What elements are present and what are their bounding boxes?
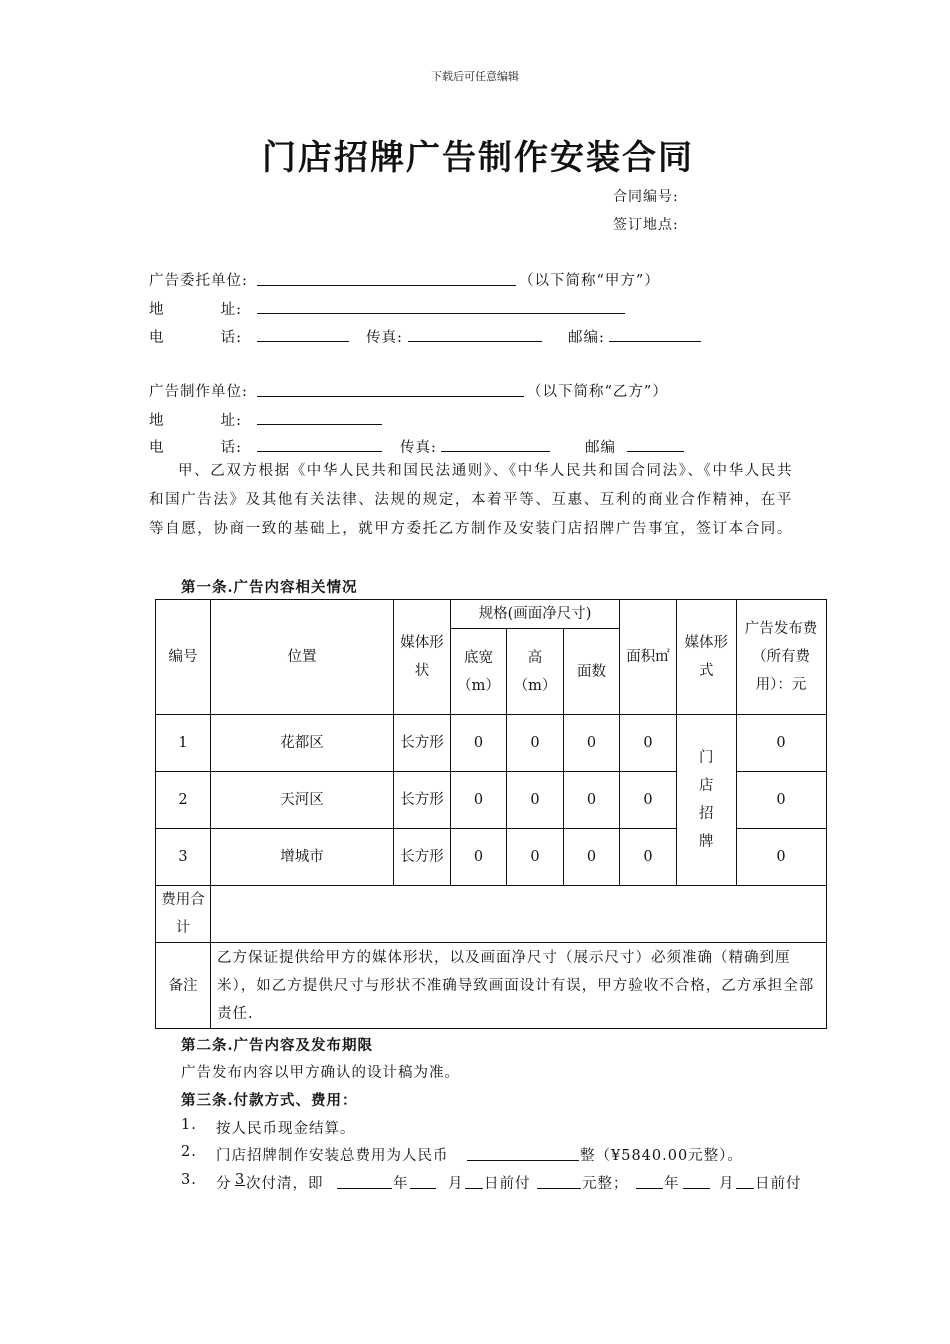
- pay1-month-field[interactable]: [410, 1188, 436, 1189]
- header-faces: 面数: [564, 629, 620, 715]
- party-a-address-field[interactable]: [257, 313, 625, 314]
- total-value[interactable]: [211, 886, 827, 943]
- party-a-unit-label: 广告委托单位:: [149, 273, 248, 289]
- pay1-amount-field[interactable]: [537, 1188, 581, 1189]
- party-b-address-field[interactable]: [257, 424, 382, 425]
- cell-height: 0: [507, 772, 564, 829]
- party-b-unit-suffix: （以下简称“乙方”）: [527, 384, 668, 400]
- party-b-fax-label: 传真:: [400, 440, 437, 456]
- item3-year1: 年: [393, 1176, 409, 1192]
- item3-day2: 日前付: [755, 1176, 802, 1192]
- party-a-fax-label: 传真:: [366, 330, 403, 346]
- header-no: 编号: [156, 600, 211, 715]
- cell-area: 0: [620, 829, 677, 886]
- pay2-month-field[interactable]: [683, 1188, 710, 1189]
- cell-shape: 长方形: [394, 829, 451, 886]
- item3-b: 次付清，即: [246, 1176, 324, 1192]
- cell-location: 花都区: [211, 715, 394, 772]
- header-height: 高（m）: [507, 629, 564, 715]
- remark-row: [156, 943, 827, 1029]
- contract-title: 门店招牌广告制作安装合同: [262, 138, 694, 178]
- article3-heading: 第三条.付款方式、费用：: [181, 1092, 358, 1109]
- header-area: 面积㎡: [620, 600, 677, 715]
- item3-day1: 日前付: [484, 1176, 531, 1192]
- party-a-unit-suffix: （以下简称“甲方”）: [519, 273, 660, 289]
- party-b-phone-field[interactable]: [257, 451, 382, 452]
- item2-post: 整（¥5840.00元整）。: [580, 1148, 743, 1164]
- intro-paragraph: [149, 457, 809, 544]
- item1-text: 按人民币现金结算。: [216, 1121, 356, 1137]
- cell-area: 0: [620, 772, 677, 829]
- party-a-phone-label: 电 话:: [149, 330, 242, 346]
- sign-place-label: 签订地点:: [613, 217, 679, 233]
- cell-width: 0: [451, 829, 507, 886]
- item3-month2: 月: [719, 1176, 735, 1192]
- item3-month1: 月: [448, 1176, 464, 1192]
- header-media-form: 媒体形式: [677, 600, 737, 715]
- party-a-postcode-label: 邮编:: [568, 330, 605, 346]
- party-a-fax-field[interactable]: [408, 341, 542, 342]
- cell-no: 3: [156, 829, 211, 886]
- pay1-day-field[interactable]: [465, 1188, 483, 1189]
- pay2-day-field[interactable]: [736, 1188, 754, 1189]
- party-a-postcode-field[interactable]: [609, 341, 701, 342]
- party-b-postcode-label: 邮编: [585, 440, 616, 456]
- item2-pre: 门店招牌制作安装总费用为人民币: [216, 1148, 449, 1164]
- cell-height: 0: [507, 829, 564, 886]
- party-b-address-label: 地 址:: [149, 413, 242, 429]
- cell-width: 0: [451, 772, 507, 829]
- cell-shape: 长方形: [394, 772, 451, 829]
- party-b-phone-label: 电 话:: [149, 440, 242, 456]
- article2-heading: 第二条.广告内容及发布期限: [181, 1037, 374, 1054]
- contract-no-label: 合同编号:: [613, 189, 679, 205]
- pay1-year-field[interactable]: [337, 1188, 392, 1189]
- party-a-address-label: 地 址:: [149, 302, 242, 318]
- cell-media-form: 门店招牌: [677, 715, 737, 886]
- item3-yuan: 元整；: [582, 1176, 629, 1192]
- party-b-unit-label: 广告制作单位:: [149, 384, 248, 400]
- item3-a: 分: [216, 1176, 232, 1192]
- cell-faces: 0: [564, 715, 620, 772]
- header-note: 下载后可任意编辑: [431, 70, 519, 83]
- ad-content-table: [155, 599, 827, 1029]
- party-b-postcode-field[interactable]: [627, 451, 684, 452]
- pay2-year-field[interactable]: [636, 1188, 663, 1189]
- remark-text: 乙方保证提供给甲方的媒体形状，以及画面净尺寸（展示尺寸）必须准确（精确到厘米），如乙方提供尺寸与形状不准确导致画面设计有误，甲方验收不合格，乙方承担全部责任.: [211, 943, 827, 1029]
- cell-location: 增城市: [211, 829, 394, 886]
- header-fee: 广告发布费（所有费用）：元: [736, 600, 826, 715]
- header-media-shape: 媒体形状: [394, 600, 451, 715]
- total-label: 费用合计: [156, 886, 211, 943]
- party-a-phone-field[interactable]: [257, 341, 349, 342]
- total-row: [156, 886, 827, 943]
- cell-no: 1: [156, 715, 211, 772]
- installment-count[interactable]: 3: [235, 1172, 246, 1188]
- cell-height: 0: [507, 715, 564, 772]
- party-a-unit-field[interactable]: [257, 285, 516, 286]
- article1-heading: 第一条.广告内容相关情况: [181, 579, 358, 596]
- total-amount-field[interactable]: [467, 1160, 579, 1161]
- cell-fee: 0: [736, 772, 826, 829]
- item1-number: 1.: [181, 1117, 197, 1133]
- remark-label: 备注: [156, 943, 211, 1029]
- item3-year2: 年: [664, 1176, 680, 1192]
- cell-faces: 0: [564, 829, 620, 886]
- cell-faces: 0: [564, 772, 620, 829]
- cell-width: 0: [451, 715, 507, 772]
- item3-number: 3.: [181, 1172, 197, 1188]
- cell-fee: 0: [736, 715, 826, 772]
- article2-text: 广告发布内容以甲方确认的设计稿为准。: [181, 1065, 460, 1081]
- cell-area: 0: [620, 715, 677, 772]
- party-b-unit-field[interactable]: [257, 396, 524, 397]
- table-row: [156, 715, 827, 772]
- cell-shape: 长方形: [394, 715, 451, 772]
- header-width: 底宽（m）: [451, 629, 507, 715]
- party-b-fax-field[interactable]: [441, 451, 550, 452]
- item2-number: 2.: [181, 1144, 197, 1160]
- cell-fee: 0: [736, 829, 826, 886]
- cell-no: 2: [156, 772, 211, 829]
- intro-text: 甲、乙双方根据《中华人民共和国民法通则》、《中华人民共和国合同法》、《中华人民共和国广告法》及其他有关法律、法规的规定，本着平等、互惠、互利的商业合作精神，在平等自愿，协商一致的基础上，就甲方委托乙方制作及安装门店招牌广告事宜，签订本合同。: [149, 463, 793, 537]
- cell-location: 天河区: [211, 772, 394, 829]
- header-spec: 规格(画面净尺寸): [451, 600, 620, 629]
- header-location: 位置: [211, 600, 394, 715]
